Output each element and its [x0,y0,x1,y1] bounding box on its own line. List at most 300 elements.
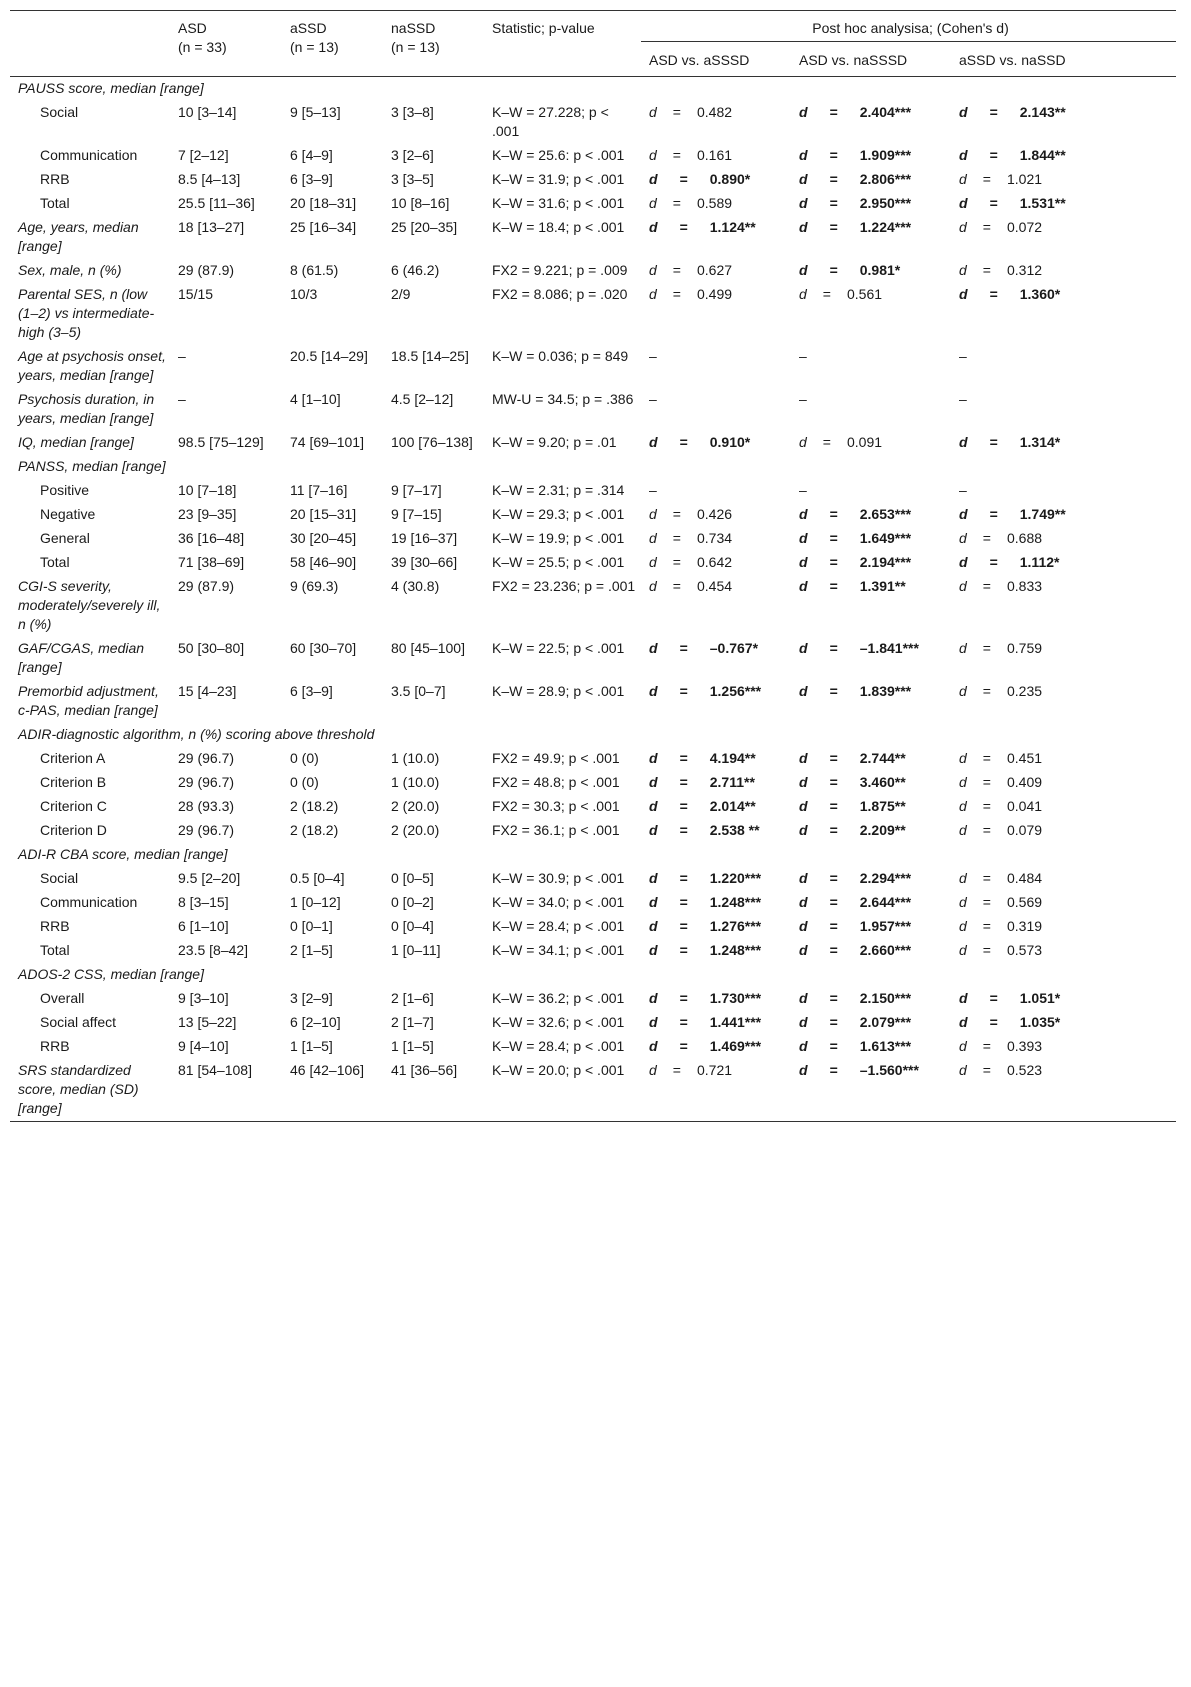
table-body [10,77,1176,1122]
post-hoc-value: 0.482 [696,104,733,120]
post-hoc-value: 2.014** [709,798,756,814]
post-hoc-value: 0.833 [1006,578,1043,594]
cell-post-hoc-2: d = 2.209** [799,822,906,838]
post-hoc-value: 1.021 [1006,171,1043,187]
cohens-d-symbol: d [959,918,967,934]
row-label: Criterion D [40,822,107,838]
cell-post-hoc-1: d = 1.276*** [649,918,762,934]
cell-post-hoc-2: d = 1.875** [799,798,906,814]
cohens-d-symbol: d [649,1014,658,1030]
cell-post-hoc-2: d = 2.653*** [799,506,912,522]
cell-asd: 23.5 [8–42] [178,942,249,958]
cohens-d-symbol: d [649,798,658,814]
cell-nassd: 10 [8–16] [391,195,450,211]
cell-post-hoc-2: d = –1.560*** [799,1062,919,1078]
cohens-d-symbol: d [649,554,657,570]
cell-asd: 29 (96.7) [178,822,235,838]
cell-post-hoc-3: d = 0.312 [959,262,1043,278]
row-label: Age, years, median [range] [18,219,139,254]
post-hoc-value: 2.143** [1019,104,1066,120]
cell-statistic: K–W = 30.9; p < .001 [492,870,625,886]
cohens-d-symbol: d [959,640,967,656]
cohens-d-symbol: d [799,554,808,570]
cohens-d-symbol: d [649,578,657,594]
cell-statistic: K–W = 22.5; p < .001 [492,640,625,656]
cell-post-hoc-1: d = 1.248*** [649,942,762,958]
cell-post-hoc-3 [951,479,1176,503]
row-label: Negative [40,506,96,522]
cell-statistic: K–W = 20.0; p < .001 [492,1062,625,1078]
cell-post-hoc-3: d = 1.314* [959,434,1061,450]
cell-nassd: 9 [7–17] [391,482,442,498]
cell-post-hoc-2: d = 0.561 [799,286,883,302]
cell-post-hoc-1: d = 1.248*** [649,894,762,910]
cell-statistic: K–W = 34.0; p < .001 [492,894,625,910]
cohens-d-symbol: d [959,554,968,570]
table-row [10,479,1176,503]
comparison-table [10,10,1176,1122]
post-hoc-value: 0.454 [696,578,733,594]
cell-asd: 28 (93.3) [178,798,235,814]
cell-nassd: 19 [16–37] [391,530,458,546]
cell-statistic: FX2 = 36.1; p < .001 [492,822,620,838]
row-label: Criterion A [40,750,106,766]
cell-assd: 10/3 [290,286,318,302]
post-hoc-value: 0.981* [859,262,901,278]
cell-assd: 9 [5–13] [290,104,341,120]
cell-post-hoc-2: d = 2.806*** [799,171,912,187]
cell-statistic: K–W = 28.4; p < .001 [492,918,625,934]
cell-post-hoc-3: d = 0.409 [959,774,1043,790]
cell-nassd: 80 [45–100] [391,640,465,656]
table-row [10,939,1176,963]
post-hoc-value: 0.589 [696,195,733,211]
row-label: RRB [40,171,70,187]
cell-assd: 0 (0) [290,750,319,766]
header-comparison-1: ASD vs. aSSSD [649,52,750,68]
post-hoc-value: 2.079*** [859,1014,912,1030]
cell-assd: 11 [7–16] [290,482,348,498]
cell-post-hoc-3: d = 2.143** [959,104,1066,120]
section-row [10,843,1176,867]
cell-post-hoc-2: d = 2.404*** [799,104,912,120]
cell-post-hoc-2: d = 3.460** [799,774,906,790]
cohens-d-symbol: d [799,171,808,187]
cell-post-hoc-2: d = 2.644*** [799,894,912,910]
cell-statistic: MW-U = 34.5; p = .386 [492,391,634,407]
row-label: Social [40,104,79,120]
post-hoc-value: – [649,482,657,498]
cell-assd: 8 (61.5) [290,262,339,278]
cohens-d-symbol: d [959,434,968,450]
cell-statistic: FX2 = 49.9; p < .001 [492,750,620,766]
post-hoc-value: 1.360* [1019,286,1061,302]
row-label: Social [40,870,79,886]
post-hoc-value: – [649,391,657,407]
post-hoc-value: 0.079 [1006,822,1043,838]
post-hoc-value: 2.950*** [859,195,912,211]
cell-nassd: 3 [3–8] [391,104,434,120]
post-hoc-value: 0.573 [1006,942,1043,958]
cell-asd: 13 [5–22] [178,1014,237,1030]
cell-post-hoc-3: d = 1.035* [959,1014,1061,1030]
table-row [10,891,1176,915]
cohens-d-symbol: d [799,219,808,235]
cell-statistic: K–W = 29.3; p < .001 [492,506,625,522]
cell-post-hoc-2 [791,345,951,388]
cell-post-hoc-1: d = 0.642 [649,554,733,570]
cohens-d-symbol: d [649,870,658,886]
cell-asd: 9 [3–10] [178,990,229,1006]
cell-post-hoc-1: d = 1.124** [649,219,756,235]
header-statistic: Statistic; p-value [492,20,595,36]
post-hoc-value: 0.041 [1006,798,1043,814]
row-label: Criterion B [40,774,107,790]
cell-nassd: 0 [0–4] [391,918,434,934]
table-row [10,637,1176,680]
cell-post-hoc-1: d = –0.767* [649,640,759,656]
table-row [10,283,1176,345]
cell-assd: 0.5 [0–4] [290,870,345,886]
post-hoc-value: 2.806*** [859,171,912,187]
cohens-d-symbol: d [799,578,808,594]
header-nassd: naSSD (n = 13) [391,20,440,55]
table-row [10,867,1176,891]
cell-statistic: K–W = 31.6; p < .001 [492,195,625,211]
cell-asd: 8 [3–15] [178,894,229,910]
post-hoc-value: –1.560*** [859,1062,919,1078]
cell-statistic: FX2 = 23.236; p = .001 [492,578,636,594]
cohens-d-symbol: d [799,750,808,766]
post-hoc-value: 1.314* [1019,434,1061,450]
cohens-d-symbol: d [799,640,808,656]
cohens-d-symbol: d [799,530,808,546]
cell-assd: 6 [3–9] [290,683,333,699]
cell-post-hoc-2: d = 1.839*** [799,683,912,699]
post-hoc-value: 0.312 [1006,262,1043,278]
cohens-d-symbol: d [799,506,808,522]
cohens-d-symbol: d [649,774,658,790]
cell-nassd: 2 (20.0) [391,822,440,838]
cell-post-hoc-1: d = 0.589 [649,195,733,211]
post-hoc-value: 0.091 [846,434,883,450]
cell-post-hoc-1: d = 1.441*** [649,1014,762,1030]
cell-post-hoc-1 [641,479,791,503]
post-hoc-value: – [799,391,807,407]
cohens-d-symbol: d [959,822,967,838]
cell-nassd: 9 [7–15] [391,506,442,522]
section-label: ADI-R CBA score, median [range] [18,846,228,862]
cell-assd: 2 [1–5] [290,942,333,958]
post-hoc-value: 0.759 [1006,640,1043,656]
cell-post-hoc-3: d = 1.749** [959,506,1066,522]
table-header [10,11,1176,77]
header-post-hoc: Post hoc analysisa; (Cohen's d) [641,11,1176,42]
cohens-d-symbol: d [799,434,807,450]
cell-nassd: 3 [2–6] [391,147,434,163]
post-hoc-value: 1.730*** [709,990,762,1006]
table-row [10,771,1176,795]
cohens-d-symbol: d [649,942,658,958]
cell-nassd: 2 [1–6] [391,990,434,1006]
cell-assd: 0 (0) [290,774,319,790]
cell-post-hoc-3: d = 0.072 [959,219,1043,235]
cell-nassd: 1 (10.0) [391,750,440,766]
post-hoc-value: 1.844** [1019,147,1066,163]
cohens-d-symbol: d [959,798,967,814]
cell-nassd: 2 [1–7] [391,1014,434,1030]
post-hoc-value: –0.767* [709,640,759,656]
post-hoc-value: 2.194*** [859,554,912,570]
post-hoc-value: 0.642 [696,554,733,570]
cohens-d-symbol: d [959,195,968,211]
cell-asd: 36 [16–48] [178,530,245,546]
post-hoc-value: 1.276*** [709,918,762,934]
table-row [10,819,1176,843]
cell-post-hoc-1: d = 0.910* [649,434,751,450]
post-hoc-value: 0.569 [1006,894,1043,910]
cell-nassd: 6 (46.2) [391,262,440,278]
row-label: RRB [40,1038,70,1054]
post-hoc-value: 1.469*** [709,1038,762,1054]
cell-post-hoc-2: d = 0.091 [799,434,883,450]
cell-assd: 2 (18.2) [290,822,339,838]
cell-asd: – [178,348,186,364]
section-row [10,455,1176,479]
row-label: Social affect [40,1014,117,1030]
table-row [10,1059,1176,1122]
cell-assd: 1 [0–12] [290,894,341,910]
cell-statistic: K–W = 36.2; p < .001 [492,990,625,1006]
cohens-d-symbol: d [649,683,658,699]
post-hoc-value: 1.051* [1019,990,1061,1006]
post-hoc-value: 2.294*** [859,870,912,886]
cohens-d-symbol: d [799,1038,808,1054]
cell-post-hoc-2: d = 1.957*** [799,918,912,934]
cohens-d-symbol: d [649,262,657,278]
post-hoc-value: 1.909*** [859,147,912,163]
cohens-d-symbol: d [649,918,658,934]
cell-asd: 50 [30–80] [178,640,245,656]
cohens-d-symbol: d [799,286,807,302]
cell-post-hoc-3: d = 0.041 [959,798,1043,814]
cell-asd: 81 [54–108] [178,1062,252,1078]
post-hoc-value: 1.248*** [709,942,762,958]
cohens-d-symbol: d [649,506,657,522]
post-hoc-value: 1.035* [1019,1014,1061,1030]
cell-statistic: K–W = 32.6; p < .001 [492,1014,625,1030]
cell-assd: 74 [69–101] [290,434,364,450]
cell-post-hoc-2: d = 2.079*** [799,1014,912,1030]
section-row [10,963,1176,987]
cell-nassd: 4.5 [2–12] [391,391,454,407]
cell-post-hoc-1: d = 2.014** [649,798,756,814]
cell-asd: 29 (96.7) [178,750,235,766]
row-label: Positive [40,482,90,498]
post-hoc-value: 0.161 [696,147,733,163]
section-label: PANSS, median [range] [18,458,166,474]
header-comparison-3: aSSD vs. naSSD [959,52,1066,68]
cell-post-hoc-1: d = 4.194** [649,750,756,766]
row-label: IQ, median [range] [18,434,134,450]
post-hoc-value: – [649,348,657,364]
cohens-d-symbol: d [649,990,658,1006]
cell-statistic: K–W = 31.9; p < .001 [492,171,625,187]
cohens-d-symbol: d [959,1062,967,1078]
post-hoc-value: 1.613*** [859,1038,912,1054]
cell-post-hoc-2 [791,479,951,503]
cohens-d-symbol: d [959,286,968,302]
row-label: Overall [40,990,85,1006]
cell-post-hoc-1: d = 1.469*** [649,1038,762,1054]
cohens-d-symbol: d [959,870,967,886]
row-label: Parental SES, n (low (1–2) vs intermediate-high (3–5) [18,286,155,340]
cell-statistic: FX2 = 48.8; p < .001 [492,774,620,790]
cell-post-hoc-1: d = 1.256*** [649,683,762,699]
cohens-d-symbol: d [959,262,967,278]
post-hoc-value: 1.441*** [709,1014,762,1030]
cohens-d-symbol: d [649,750,658,766]
header-asd: ASD (n = 33) [178,20,227,55]
post-hoc-value: –1.841*** [859,640,919,656]
section-label: PAUSS score, median [range] [18,80,204,96]
cell-statistic: K–W = 9.20; p = .01 [492,434,617,450]
cell-post-hoc-1 [641,345,791,388]
cell-post-hoc-2: d = 2.744** [799,750,906,766]
cell-assd: 1 [1–5] [290,1038,333,1054]
cell-nassd: 2/9 [391,286,411,302]
cohens-d-symbol: d [799,774,808,790]
cell-post-hoc-3: d = 1.844** [959,147,1066,163]
cohens-d-symbol: d [959,171,967,187]
cell-post-hoc-3: d = 0.759 [959,640,1043,656]
cell-statistic: FX2 = 8.086; p = .020 [492,286,628,302]
post-hoc-value: 1.649*** [859,530,912,546]
cell-assd: 20.5 [14–29] [290,348,368,364]
post-hoc-value: 0.393 [1006,1038,1043,1054]
post-hoc-value: 2.653*** [859,506,912,522]
post-hoc-value: 1.957*** [859,918,912,934]
cell-statistic: K–W = 34.1; p < .001 [492,942,625,958]
cell-post-hoc-1: d = 2.711** [649,774,755,790]
cohens-d-symbol: d [799,104,808,120]
cell-post-hoc-3 [951,388,1176,431]
cell-nassd: 100 [76–138] [391,434,473,450]
cell-asd: 18 [13–27] [178,219,245,235]
post-hoc-value: 0.499 [696,286,733,302]
cohens-d-symbol: d [959,578,967,594]
table-row [10,1011,1176,1035]
cohens-d-symbol: d [959,530,967,546]
cell-post-hoc-3: d = 0.523 [959,1062,1043,1078]
cell-asd: 6 [1–10] [178,918,229,934]
post-hoc-value: – [959,482,967,498]
row-label: Psychosis duration, in years, median [range] [18,391,155,426]
cell-statistic: K–W = 2.31; p = .314 [492,482,625,498]
cell-post-hoc-2: d = 1.649*** [799,530,912,546]
cell-assd: 2 (18.2) [290,798,339,814]
cell-nassd: 2 (20.0) [391,798,440,814]
cell-post-hoc-3: d = 1.531** [959,195,1066,211]
header-assd: aSSD (n = 13) [290,20,339,55]
post-hoc-value: 0.484 [1006,870,1043,886]
table-row [10,747,1176,771]
post-hoc-value: 0.688 [1006,530,1043,546]
post-hoc-value: 2.538 ** [709,822,760,838]
cohens-d-symbol: d [959,683,967,699]
table-row [10,1035,1176,1059]
cohens-d-symbol: d [959,774,967,790]
cell-assd: 9 (69.3) [290,578,339,594]
cohens-d-symbol: d [959,942,967,958]
cell-assd: 30 [20–45] [290,530,357,546]
cell-asd: 15/15 [178,286,214,302]
row-label: Total [40,554,70,570]
post-hoc-value: 3.460** [859,774,906,790]
cell-nassd: 1 (10.0) [391,774,440,790]
cohens-d-symbol: d [649,195,657,211]
cohens-d-symbol: d [649,104,657,120]
cell-post-hoc-1: d = 0.734 [649,530,733,546]
post-hoc-value: 0.072 [1006,219,1043,235]
table-row [10,503,1176,527]
cell-statistic: K–W = 27.228; p < .001 [492,104,609,139]
cohens-d-symbol: d [799,822,808,838]
cohens-d-symbol: d [649,894,658,910]
post-hoc-value: 0.409 [1006,774,1043,790]
row-label: CGI-S severity, moderately/severely ill, n (%) [18,578,161,632]
cell-post-hoc-1: d = 0.426 [649,506,733,522]
post-hoc-value: 1.531** [1019,195,1066,211]
section-row [10,723,1176,747]
post-hoc-value: 1.875** [859,798,906,814]
cell-statistic: K–W = 28.9; p < .001 [492,683,625,699]
row-label: Total [40,195,70,211]
cell-post-hoc-2 [791,388,951,431]
cell-post-hoc-3: d = 0.393 [959,1038,1043,1054]
cell-assd: 60 [30–70] [290,640,357,656]
cell-post-hoc-3: d = 0.451 [959,750,1043,766]
row-label: Criterion C [40,798,107,814]
post-hoc-value: 2.644*** [859,894,912,910]
cell-post-hoc-2: d = 1.909*** [799,147,912,163]
cell-post-hoc-1 [641,388,791,431]
cell-nassd: 0 [0–5] [391,870,434,886]
table-row [10,101,1176,144]
cell-statistic: K–W = 19.9; p < .001 [492,530,625,546]
cell-post-hoc-1: d = 0.454 [649,578,733,594]
cohens-d-symbol: d [649,1038,658,1054]
post-hoc-value: 2.711** [709,774,755,790]
cell-nassd: 39 [30–66] [391,554,458,570]
cell-post-hoc-3: d = 1.112* [959,554,1060,570]
post-hoc-value: 4.194** [709,750,756,766]
cell-post-hoc-2: d = 0.981* [799,262,901,278]
cell-assd: 6 [3–9] [290,171,333,187]
row-label: Premorbid adjustment, c-PAS, median [range] [18,683,159,718]
cohens-d-symbol: d [959,104,968,120]
post-hoc-value: 2.209** [859,822,906,838]
post-hoc-value: 1.112* [1019,554,1060,570]
cell-asd: 10 [3–14] [178,104,237,120]
post-hoc-value: 1.256*** [709,683,762,699]
cell-statistic: K–W = 28.4; p < .001 [492,1038,625,1054]
cell-statistic: K–W = 18.4; p < .001 [492,219,625,235]
table-row [10,192,1176,216]
cohens-d-symbol: d [959,1014,968,1030]
cohens-d-symbol: d [799,195,808,211]
post-hoc-value: 0.451 [1006,750,1043,766]
